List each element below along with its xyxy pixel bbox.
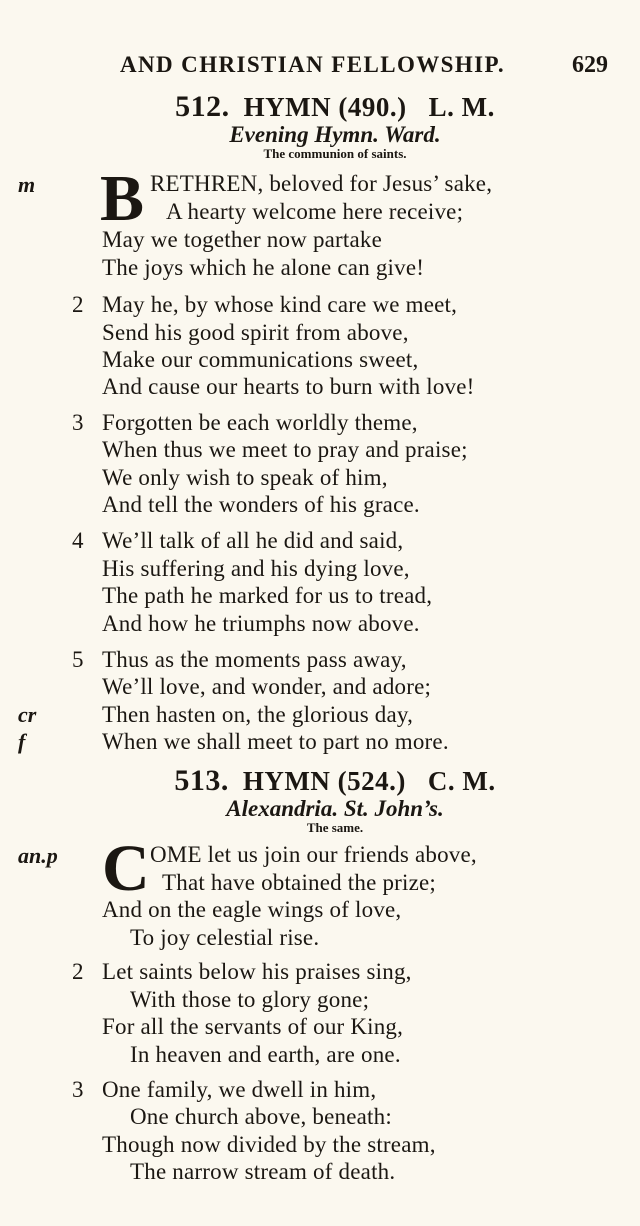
verse-line: His suffering and his dying love,: [102, 556, 410, 581]
verse-line: A hearty welcome here receive;: [166, 199, 464, 224]
verse-number: 3: [72, 1077, 84, 1102]
hymn-subject: The same.: [306, 820, 364, 835]
verse-line: May we together now partake: [102, 227, 383, 252]
verse-line: May he, by whose kind care we meet,: [102, 292, 458, 317]
hymn-tunes: Alexandria. St. John’s.: [226, 796, 444, 821]
dynamic-mark: an.p: [18, 843, 58, 868]
verse-line: When thus we meet to pray and praise;: [102, 437, 468, 462]
verse-line: The narrow stream of death.: [130, 1159, 396, 1184]
verse-line: For all the servants of our King,: [102, 1014, 404, 1039]
verse-line: Send his good spirit from above,: [102, 320, 409, 345]
drop-cap: C: [102, 832, 150, 905]
dynamic-mark: cr: [18, 702, 37, 727]
verse-line: Thus as the moments pass away,: [102, 647, 407, 672]
verse-line: We’ll talk of all he did and said,: [102, 528, 404, 553]
verse-line: The path he marked for us to tread,: [102, 583, 433, 608]
drop-cap: B: [100, 162, 145, 235]
verse-number: 4: [72, 528, 84, 553]
verse-line: We’ll love, and wonder, and adore;: [102, 674, 432, 699]
hymn-number: 512.: [175, 90, 230, 123]
verse-line: Though now divided by the stream,: [102, 1132, 436, 1157]
verse-line: Make our communications sweet,: [102, 347, 419, 372]
hymn-meter: L. M.: [428, 92, 495, 122]
verse-number: 3: [72, 410, 84, 435]
verse-number: 2: [72, 959, 84, 984]
hymn-meter: C. M.: [427, 766, 496, 796]
hymn-512-header: [0, 90, 640, 162]
verse-line: And tell the wonders of his grace.: [102, 492, 420, 517]
verse-line: And how he triumphs now above.: [102, 611, 420, 636]
verse-line: In heaven and earth, are one.: [130, 1042, 401, 1067]
hymn-tunes: Evening Hymn. Ward.: [229, 122, 441, 147]
hymn-heading: HYMN (490.): [243, 92, 407, 122]
verse-number: 5: [72, 647, 84, 672]
verse-line: One family, we dwell in him,: [102, 1077, 377, 1102]
hymn-513-title: [30, 764, 640, 798]
hymn-512-title: [30, 90, 640, 124]
hymn-subject: The communion of saints.: [263, 146, 407, 161]
verse-line: One church above, beneath:: [130, 1104, 392, 1129]
verse-line: Forgotten be each worldly theme,: [102, 410, 418, 435]
verse-line: With those to glory gone;: [130, 987, 370, 1012]
page-number: 629: [572, 52, 608, 78]
verse-line: That have obtained the prize;: [162, 870, 437, 895]
verse-line: Then hasten on, the glorious day,: [102, 702, 414, 727]
verse-line: And cause our hearts to burn with love!: [102, 374, 475, 399]
running-title: AND CHRISTIAN FELLOWSHIP.: [120, 52, 505, 77]
verse-line: RETHREN, beloved for Jesus’ sake,: [150, 171, 493, 196]
running-head: [0, 52, 640, 82]
dynamic-mark: f: [18, 729, 26, 754]
hymn-513-header: [0, 764, 640, 836]
verse-number: 2: [72, 292, 84, 317]
dynamic-mark: m: [18, 172, 36, 197]
verse-line: And on the eagle wings of love,: [102, 897, 402, 922]
verse-line: To joy celestial rise.: [130, 925, 320, 950]
verse-line: OME let us join our friends above,: [150, 842, 477, 867]
hymn-number: 513.: [174, 764, 229, 797]
verse-line: The joys which he alone can give!: [102, 255, 425, 280]
hymn-heading: HYMN (524.): [242, 766, 406, 796]
verse-line: When we shall meet to part no more.: [102, 729, 449, 754]
verse-line: Let saints below his praises sing,: [102, 959, 412, 984]
verse-line: We only wish to speak of him,: [102, 465, 388, 490]
